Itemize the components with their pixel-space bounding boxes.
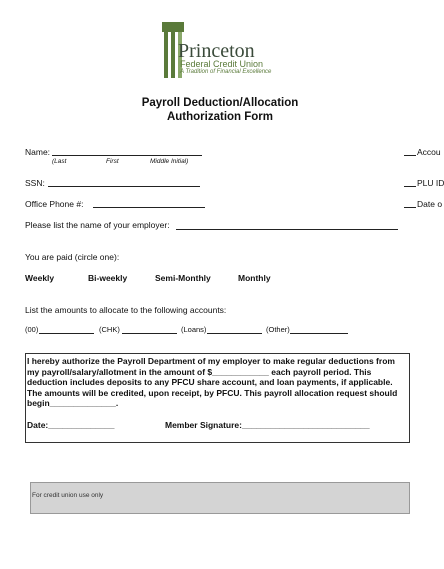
name-label: Name:	[25, 147, 51, 157]
paid-option-weekly[interactable]: Weekly	[25, 273, 55, 283]
plu-field-line	[404, 186, 416, 187]
date-label: Date o	[417, 199, 443, 209]
account-00-label: (00)	[25, 325, 39, 334]
paid-option-monthly[interactable]: Monthly	[238, 273, 271, 283]
authorization-date-field[interactable]: Date:______________	[27, 420, 115, 430]
credit-union-use-label: For credit union use only	[32, 492, 104, 499]
member-signature-field[interactable]: Member Signature:___________________________	[165, 420, 370, 430]
office-phone-field[interactable]	[93, 207, 205, 208]
logo-name: Princeton	[178, 40, 255, 62]
employer-label: Please list the name of your employer:	[25, 220, 170, 230]
account-loans-label: (Loans)	[181, 325, 207, 334]
allocate-label: List the amounts to allocate to the following accounts:	[25, 305, 227, 315]
paid-option-semimonthly[interactable]: Semi-Monthly	[155, 273, 211, 283]
account-chk-label: (CHK)	[99, 325, 120, 334]
name-first-hint: First	[106, 158, 119, 165]
name-field[interactable]	[52, 155, 202, 156]
employer-field[interactable]	[176, 229, 398, 230]
name-middle-hint: Middle Initial)	[150, 158, 189, 165]
plu-label: PLU ID	[417, 178, 444, 188]
page-subtitle: Authorization Form	[166, 111, 274, 123]
authorization-text: I hereby authorize the Payroll Department of my employer to make regular deductions from my payroll/salary/allotment in the amount of $____________ each payroll period. This deduction includes deposits to any PFCU share account, and loan payments, if applicable. The amounts will be credited, upon receipt, by PFCU. This payroll allocation request should begin______________.	[27, 356, 398, 408]
page-title: Payroll Deduction/Allocation	[141, 97, 299, 109]
paid-label: You are paid (circle one):	[25, 252, 120, 262]
ssn-field[interactable]	[48, 186, 200, 187]
logo-subtitle: Federal Credit Union	[180, 59, 264, 69]
date-field-line	[404, 207, 416, 208]
account-chk-field[interactable]	[122, 333, 177, 334]
office-phone-label: Office Phone #:	[25, 199, 84, 209]
paid-option-biweekly[interactable]: Bi-weekly	[88, 273, 128, 283]
account-label: Accou	[417, 147, 441, 157]
account-field-line	[404, 155, 416, 156]
account-00-field[interactable]	[39, 333, 94, 334]
account-other-field[interactable]	[290, 333, 348, 334]
account-other-label: (Other)	[266, 325, 290, 334]
name-last-hint: (Last	[52, 158, 67, 165]
logo-tagline: A Tradition of Financial Excellence	[180, 69, 272, 75]
ssn-label: SSN:	[25, 178, 45, 188]
account-loans-field[interactable]	[207, 333, 262, 334]
